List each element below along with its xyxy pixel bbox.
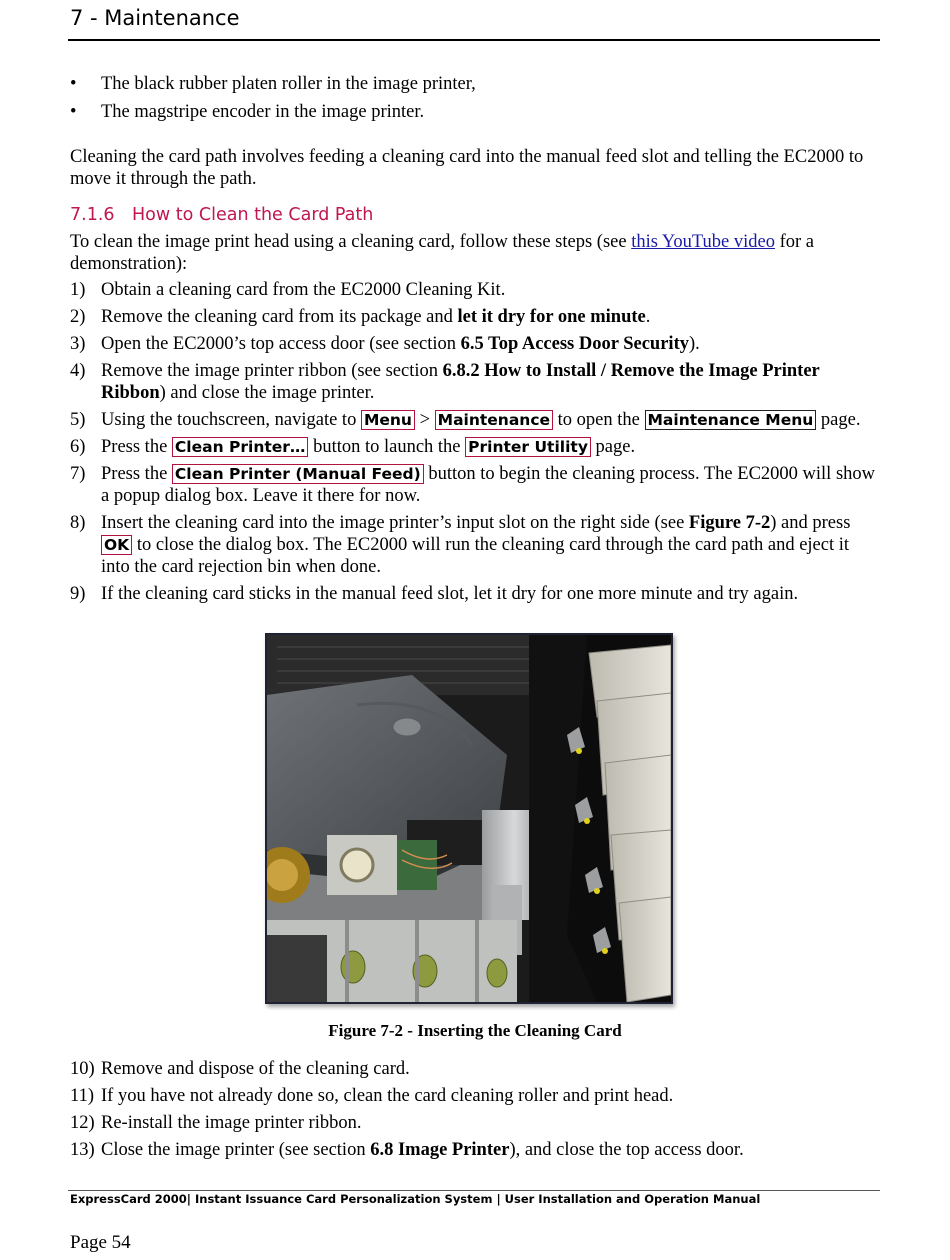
bullet-list xyxy=(70,73,880,129)
bullet-text: The black rubber platen roller in the image printer, xyxy=(101,74,476,94)
lead-text-end: for a demonstration): xyxy=(70,232,815,274)
step-text xyxy=(101,583,880,605)
step-number: 12) xyxy=(70,1113,95,1133)
step-text-part: Open the EC2000’s top access door (see section xyxy=(101,334,461,354)
step-text xyxy=(101,279,880,301)
step-text: Remove and dispose of the cleaning card. xyxy=(101,1059,410,1079)
bullet-text: The magstripe encoder in the image printer. xyxy=(101,102,425,122)
list-item xyxy=(70,409,880,431)
section-heading xyxy=(70,205,373,225)
step-text xyxy=(101,306,880,328)
list-item xyxy=(70,1139,880,1161)
lead-paragraph xyxy=(70,231,880,275)
step-text-part: ) and close the image printer. xyxy=(159,383,375,403)
step-text-part: page. xyxy=(816,410,861,430)
figure-caption: Figure 7-2 - Inserting the Cleaning Card xyxy=(328,1021,622,1040)
step-number: 4) xyxy=(70,361,86,381)
page-number: Page 54 xyxy=(70,1232,131,1253)
step-number: 13) xyxy=(70,1140,95,1160)
list-item xyxy=(70,1085,880,1107)
step-text-part: to open the xyxy=(553,410,645,430)
step-text-part: Remove the cleaning card from its package and xyxy=(101,307,458,327)
youtube-video-link[interactable]: this YouTube video xyxy=(631,232,775,252)
menu-ui-label: Menu xyxy=(361,410,415,430)
step-text-part: Obtain a cleaning card from the EC2000 Cleaning Kit. xyxy=(101,280,506,300)
step-text-part: Remove the image printer ribbon (see section xyxy=(101,361,443,381)
step-text-part: Insert the cleaning card into the image printer’s input slot on the right side (see xyxy=(101,513,689,533)
step-text-part: button to begin the cleaning process. The EC2000 will show a popup dialog box. Leave it there for now. xyxy=(101,464,876,506)
step-emphasis: let it dry for one minute xyxy=(457,307,646,327)
list-item xyxy=(70,583,880,605)
step-text xyxy=(101,409,880,431)
clean-printer-manual-feed-ui-label: Clean Printer (Manual Feed) xyxy=(172,464,424,484)
bullet-icon: • xyxy=(70,102,77,122)
clean-printer-ui-label: Clean Printer… xyxy=(172,437,309,457)
step-text xyxy=(101,512,880,578)
list-item xyxy=(70,512,880,578)
lead-text: To clean the image print head using a cleaning card, follow these steps (see xyxy=(70,232,632,252)
step-text-part: Close the image printer (see section xyxy=(101,1140,371,1160)
step-text-part: If the cleaning card sticks in the manual feed slot, let it dry for one more minute and try again. xyxy=(101,584,799,604)
step-number: 6) xyxy=(70,437,86,457)
list-item xyxy=(70,101,880,129)
step-text xyxy=(101,1139,880,1161)
step-text: If you have not already done so, clean the card cleaning roller and print head. xyxy=(101,1086,674,1106)
step-text-part: page. xyxy=(590,437,636,457)
step-text-part: ) and press xyxy=(770,513,851,533)
step-text-part: ). xyxy=(688,334,700,354)
list-item xyxy=(70,436,880,458)
intro-paragraph: Cleaning the card path involves feeding a cleaning card into the manual feed slot and telling the EC2000 to move it through the path. xyxy=(70,147,864,189)
section-reference: 6.5 Top Access Door Security xyxy=(460,334,689,354)
printer-utility-ui-label: Printer Utility xyxy=(465,437,591,457)
step-number: 1) xyxy=(70,280,86,300)
section-title: How to Clean the Card Path xyxy=(132,205,374,225)
list-item xyxy=(70,306,880,328)
step-text-part: Press the xyxy=(101,464,172,484)
step-number: 8) xyxy=(70,513,86,533)
maintenance-menu-ui-label: Maintenance Menu xyxy=(645,410,817,430)
step-text-part: ), and close the top access door. xyxy=(509,1140,744,1160)
list-item xyxy=(70,360,880,404)
step-text-part: . xyxy=(645,307,651,327)
step-number: 5) xyxy=(70,410,86,430)
list-item xyxy=(70,1058,880,1080)
list-item xyxy=(70,73,880,101)
step-text-part: Press the xyxy=(101,437,172,457)
section-reference: 6.8.2 How to Install / Remove the Image Printer Ribbon xyxy=(101,361,820,403)
step-text: Re-install the image printer ribbon. xyxy=(101,1113,362,1133)
step-text-part: button to launch the xyxy=(308,437,466,457)
step-text xyxy=(101,436,880,458)
step-text xyxy=(101,360,880,404)
steps-list-continued xyxy=(70,1058,880,1166)
list-item xyxy=(70,333,880,355)
steps-list xyxy=(70,279,880,610)
step-text xyxy=(101,333,880,355)
section-number: 7.1.6 xyxy=(70,205,115,225)
chapter-title: 7 - Maintenance xyxy=(70,6,240,30)
figure-reference: Figure 7-2 xyxy=(688,513,771,533)
step-text xyxy=(101,463,880,507)
list-item xyxy=(70,463,880,507)
ok-ui-label: OK xyxy=(101,535,132,555)
step-number: 9) xyxy=(70,584,86,604)
section-reference: 6.8 Image Printer xyxy=(370,1140,510,1160)
step-number: 7) xyxy=(70,464,86,484)
cleaning-card-photo xyxy=(265,633,673,1004)
list-item xyxy=(70,1112,880,1134)
list-item xyxy=(70,279,880,301)
step-text-part: to close the dialog box. The EC2000 will run the cleaning card through the card path and eject it into the card rejection bin when done. xyxy=(101,535,850,577)
step-text-part: Using the touchscreen, navigate to xyxy=(101,410,361,430)
step-number: 2) xyxy=(70,307,86,327)
step-text-part: > xyxy=(414,410,435,430)
maintenance-ui-label: Maintenance xyxy=(435,410,553,430)
header-divider xyxy=(68,39,880,41)
bullet-icon: • xyxy=(70,74,77,94)
footer-manual-title: ExpressCard 2000| Instant Issuance Card Personalization System | User Installation and Operation Manual xyxy=(70,1192,761,1206)
step-number: 11) xyxy=(70,1086,94,1106)
footer-divider xyxy=(68,1190,880,1191)
step-number: 10) xyxy=(70,1059,95,1079)
step-number: 3) xyxy=(70,334,86,354)
printer-interior-illustration xyxy=(267,635,671,1002)
